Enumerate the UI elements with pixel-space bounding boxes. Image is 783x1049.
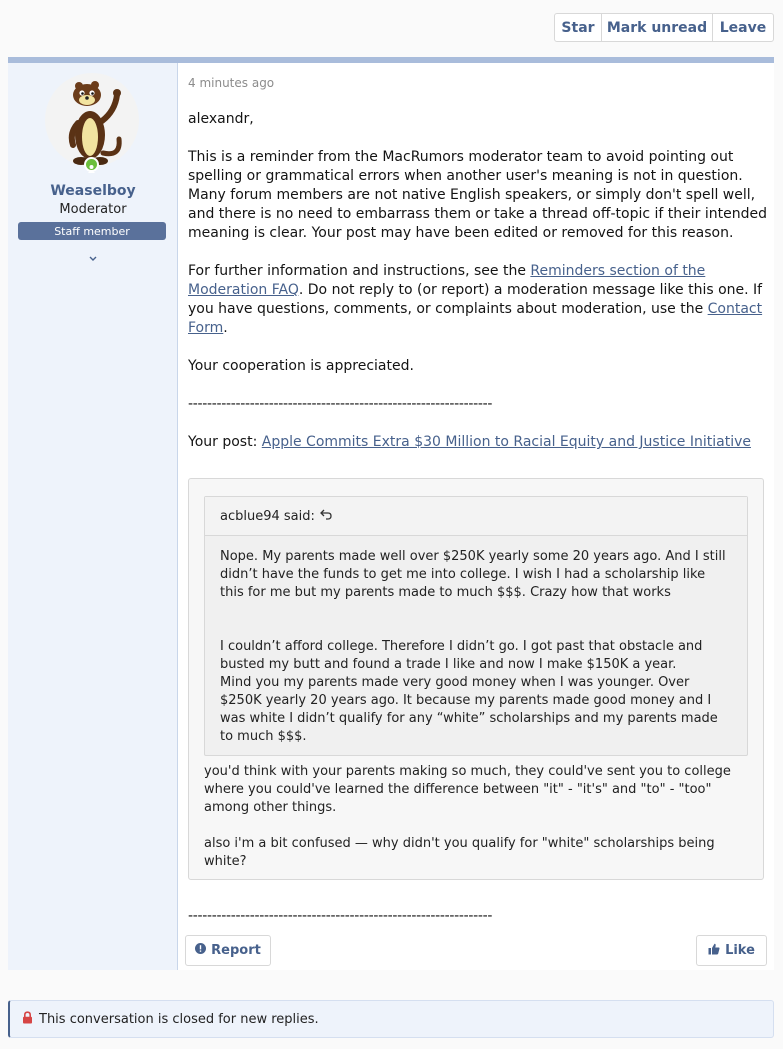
report-label: Report — [211, 943, 261, 958]
divider-line: ---------------------------------------------------------------- — [188, 396, 493, 412]
quote-paragraph: Nope. My parents made well over $250K yearly some 20 years ago. And I still didn’t have the funds to get me into college. I wish I had a scholarship like this for me but my parents made to much $$$. Crazy how that works — [220, 549, 726, 600]
warning-icon — [195, 943, 206, 958]
quoted-post-block — [188, 478, 764, 880]
message-user-cell — [8, 63, 178, 970]
mark-unread-button[interactable]: Mark unread — [602, 14, 713, 41]
weasel-avatar-icon[interactable] — [45, 73, 139, 167]
quote-header[interactable] — [205, 497, 747, 536]
cooperation-text: Your cooperation is appreciated. — [188, 358, 414, 374]
contact-form-link[interactable]: Contact Form — [188, 301, 763, 336]
message-timestamp[interactable]: 4 minutes ago — [188, 76, 275, 90]
info-suffix: . — [223, 320, 228, 336]
like-label: Like — [725, 943, 755, 958]
report-button[interactable] — [185, 935, 271, 966]
conversation-actions — [554, 13, 774, 42]
reminder-paragraph: This is a reminder from the MacRumors moderator team to avoid pointing out spelling or grammatical errors when another user's meaning is not in question. Many forum members are not native English speakers, or simply don't spell well, and there is no need to embarrass them or take a thread off-topic if their intended meaning is clear. Your post may have been edited or removed for this reason. — [188, 149, 767, 241]
online-status-icon — [84, 157, 99, 172]
like-button[interactable] — [696, 935, 767, 966]
star-button[interactable]: Star — [555, 14, 602, 41]
quote-box — [204, 496, 748, 756]
chevron-down-icon[interactable] — [85, 251, 101, 267]
leave-button[interactable]: Leave — [719, 19, 767, 36]
username-link[interactable]: Weaselboy — [50, 183, 136, 199]
reply-paragraph: you'd think with your parents making so much, they could've sent you to college where you could've learned the difference between "it" - "it's" and "to" - "too" among other things. — [204, 764, 731, 815]
moderation-faq-link[interactable]: Reminders section of the Moderation FAQ — [188, 263, 706, 298]
reply-text — [204, 763, 749, 889]
your-post-label: Your post: — [188, 434, 262, 450]
divider-line: ---------------------------------------------------------------- — [188, 908, 493, 924]
staff-member-banner: Staff member — [18, 222, 166, 240]
quote-author: acblue94 said: — [220, 508, 315, 524]
thumbs-up-icon — [708, 943, 720, 959]
message-main-cell — [179, 63, 774, 970]
reply-paragraph: also i'm a bit confused — why didn't you qualify for "white" scholarships being white? — [204, 836, 715, 869]
jump-to-quote-icon[interactable] — [319, 507, 333, 525]
quote-content — [205, 536, 747, 758]
info-middle: . Do not reply to (or report) a moderation message like this one. If you have questions, comments, or complaints about moderation, use the — [188, 282, 763, 317]
quote-paragraph: I couldn’t afford college. Therefore I didn’t go. I got past that obstacle and busted my butt and found a trade I like and now I make $150K a year. — [220, 639, 703, 672]
your-post-line — [188, 433, 768, 452]
your-post-link[interactable]: Apple Commits Extra $30 Million to Racial Equity and Justice Initiative — [261, 434, 751, 450]
quote-paragraph: Mind you my parents made very good money when I was younger. Over $250K yearly 20 years ago. It because my parents made good money and I was white I didn’t qualify for any “white” scholarships and my parents made to much $$$. — [220, 675, 718, 744]
info-prefix: For further information and instructions, see the — [188, 263, 531, 279]
closed-notice-text: This conversation is closed for new replies. — [39, 1011, 319, 1027]
message-body — [188, 110, 768, 471]
user-title: Moderator — [59, 202, 127, 217]
conversation-closed-notice — [8, 1000, 774, 1038]
conversation-message — [8, 57, 774, 970]
greeting-text: alexandr, — [188, 111, 254, 127]
lock-icon — [22, 1011, 33, 1028]
info-paragraph — [188, 262, 768, 338]
